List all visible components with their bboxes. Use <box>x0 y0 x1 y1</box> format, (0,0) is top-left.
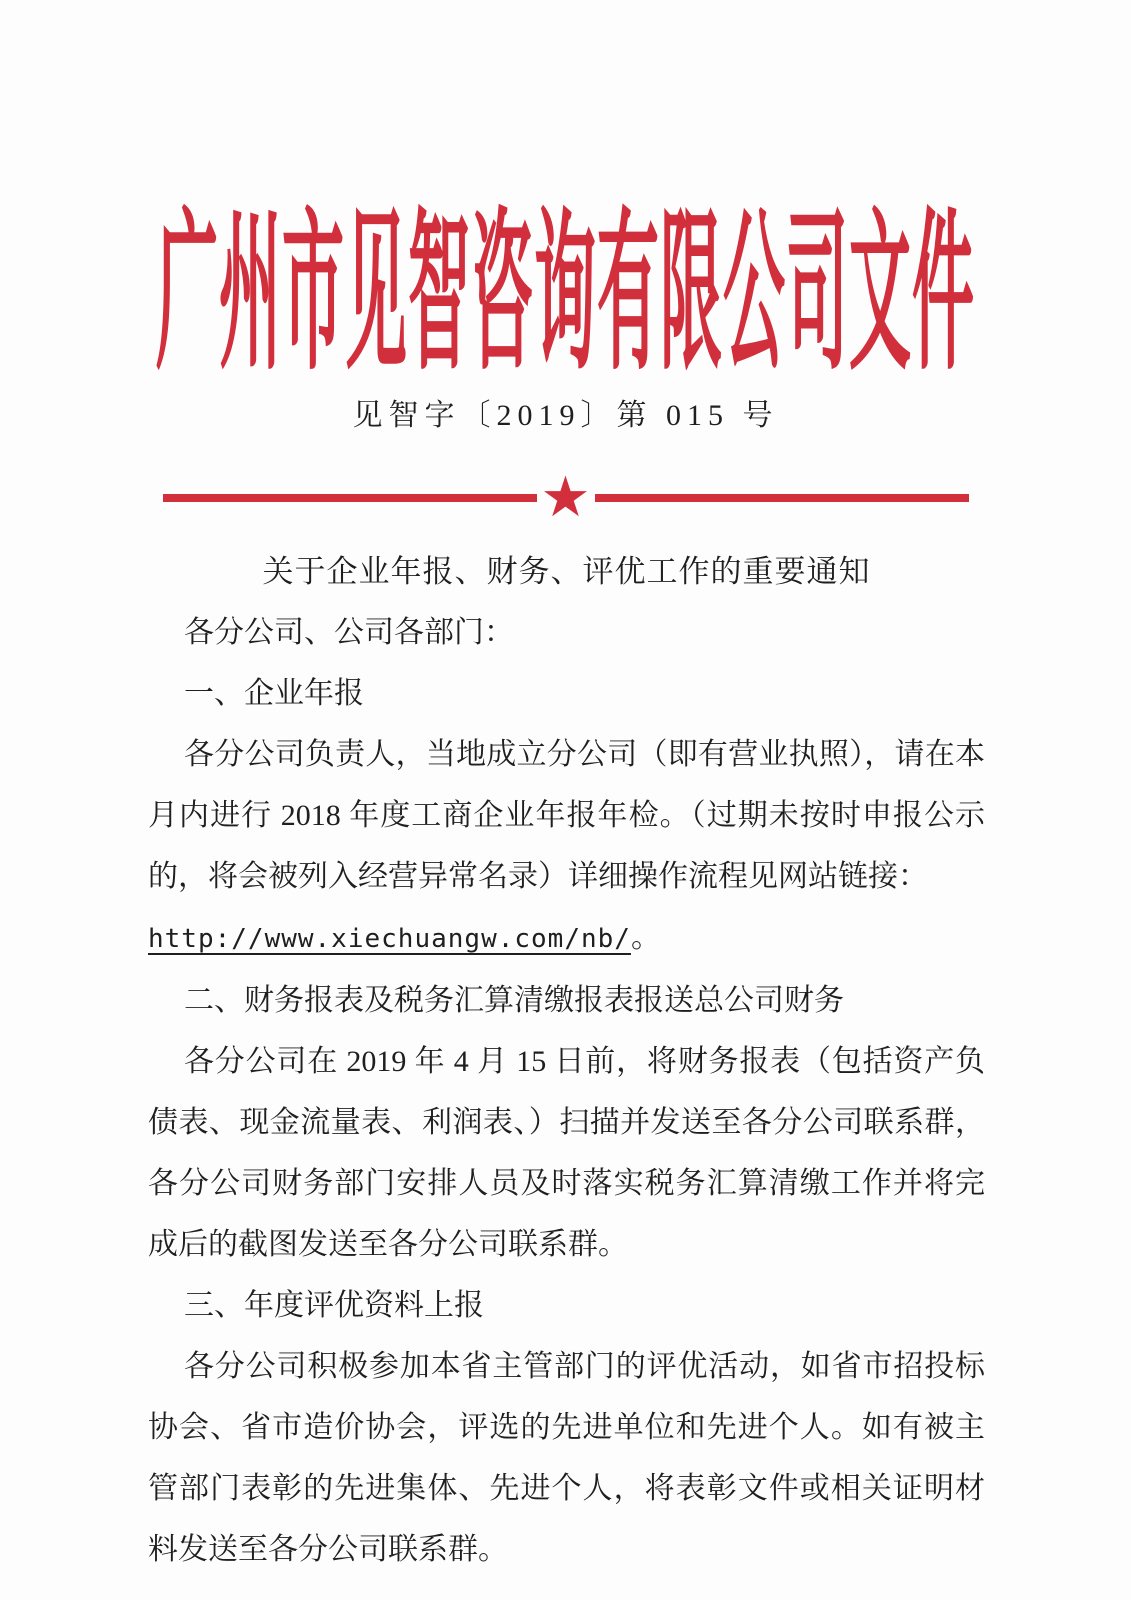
section-3-heading: 三、年度评优资料上报 <box>184 1289 484 1322</box>
company-masthead-text: 广州市见智咨询有限公司文件 <box>155 201 975 392</box>
section-1-heading: 一、企业年报 <box>184 677 364 710</box>
notice-body <box>148 602 985 1580</box>
notice-title: 关于企业年报、财务、评优工作的重要通知 <box>262 554 871 589</box>
section-2-heading: 二、财务报表及税务汇算清缴报表报送总公司财务 <box>184 984 844 1017</box>
document-number: 见智字〔2019〕第 015 号 <box>352 399 779 432</box>
red-rule-left <box>163 494 537 502</box>
section-1-paragraph: 各分公司负责人，当地成立分公司（即有营业执照），请在本月内进行 2018 年度工商企业年报年检。（过期未按时申报公示的，将会被列入经营异常名录）详细操作流程见网站链接： <box>148 738 985 893</box>
salutation: 各分公司、公司各部门： <box>184 616 514 649</box>
red-divider <box>0 465 1131 530</box>
section-3-paragraph: 各分公司积极参加本省主管部门的评优活动，如省市招投标协会、省市造价协会，评选的先进单位和先进个人。如有被主管部门表彰的先进集体、先进个人，将表彰文件或相关证明材料发送至各分公司联系群。 <box>148 1350 985 1566</box>
section-2-paragraph: 各分公司在 2019 年 4 月 15 日前，将财务报表（包括资产负债表、现金流量表、利润表、）扫描并发送至各分公司联系群，各分公司财务部门安排人员及时落实税务汇算清缴工作并将完成后的截图发送至各分公司联系群。 <box>148 1045 985 1261</box>
star-icon: ★ <box>540 465 591 530</box>
red-rule-right <box>595 494 969 502</box>
link-line <box>148 907 985 970</box>
link-suffix: 。 <box>630 921 661 954</box>
annual-report-link[interactable]: http://www.xiechuangw.com/nb/ <box>148 924 631 954</box>
company-masthead <box>0 192 1131 392</box>
